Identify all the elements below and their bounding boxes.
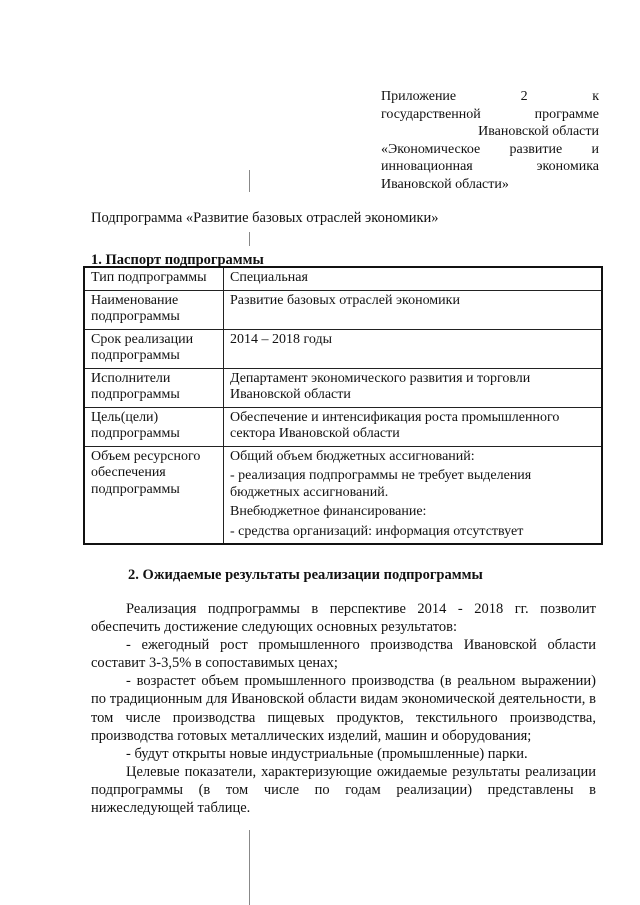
scan-mark <box>249 170 250 192</box>
passport-table <box>83 266 603 545</box>
subprogram-title: Подпрограмма «Развитие базовых отраслей экономики» <box>91 210 439 226</box>
table-row <box>84 407 602 446</box>
appendix-line: Ивановской области» <box>381 176 509 192</box>
table-row <box>84 267 602 290</box>
appendix-line: Ивановской области <box>478 124 599 140</box>
appendix-line: Приложение 2 к <box>381 89 599 104</box>
paragraph-bullet: - будут открыты новые индустриальные (промышленные) парки. <box>126 745 528 762</box>
row-label: Цель(цели) подпрограммы <box>84 407 224 446</box>
resource-line: - средства организаций: информация отсутствует <box>230 523 524 539</box>
row-value: 2014 – 2018 годы <box>224 329 603 368</box>
table-row <box>84 446 602 544</box>
resource-line: Внебюджетное финансирование: <box>230 504 427 519</box>
section-heading-results: 2. Ожидаемые результаты реализации подпрограммы <box>128 567 483 583</box>
resource-line: Общий объем бюджетных ассигнований: <box>230 448 475 464</box>
appendix-block <box>381 88 599 194</box>
row-label: Объем ресурсного обеспечения подпрограммы <box>84 446 224 544</box>
row-label: Тип подпрограммы <box>84 267 224 290</box>
section-heading-passport: 1. Паспорт подпрограммы <box>91 252 264 268</box>
scan-mark <box>249 232 250 246</box>
row-value: Обеспечение и интенсификация роста промышленного сектора Ивановской области <box>224 407 603 446</box>
results-text <box>91 600 596 817</box>
paragraph-bullet: - ежегодный рост промышленного производства Ивановской области составит 3-3,5% в сопоставимых ценах; <box>91 637 596 672</box>
row-label: Исполнители подпрограммы <box>84 368 224 407</box>
row-value: Департамент экономического развития и торговли Ивановской области <box>224 368 603 407</box>
row-value: Развитие базовых отраслей экономики <box>224 290 603 329</box>
scan-mark <box>249 830 250 905</box>
table-row <box>84 290 602 329</box>
row-value-resources <box>224 446 603 544</box>
row-label: Срок реализации подпрограммы <box>84 329 224 368</box>
appendix-line: инновационная экономика <box>381 159 599 175</box>
paragraph-intro: Реализация подпрограммы в перспективе 2014 - 2018 гг. позволит обеспечить достижение следующих основных результатов: <box>91 601 596 636</box>
paragraph-closing: Целевые показатели, характеризующие ожидаемые результаты реализации подпрограммы (в том числе по годам реализации) представлены в нижеследующей таблице. <box>91 763 596 817</box>
table-row <box>84 329 602 368</box>
row-label: Наименование подпрограммы <box>84 290 224 329</box>
table-row <box>84 368 602 407</box>
resource-line: - реализация подпрограммы не требует выделения бюджетных ассигнований. <box>230 468 532 500</box>
appendix-line: государственной программе <box>381 106 599 122</box>
paragraph-bullet: - возрастет объем промышленного производства (в реальном выражении) по традиционным для Ивановской области видам экономической деятельности, в том числе производства пищевых продуктов, текстильного производства, производства готовых металлических изделий, машин и оборудования; <box>91 673 596 744</box>
appendix-line: «Экономическое развитие и <box>381 141 599 157</box>
row-value: Специальная <box>224 267 603 290</box>
